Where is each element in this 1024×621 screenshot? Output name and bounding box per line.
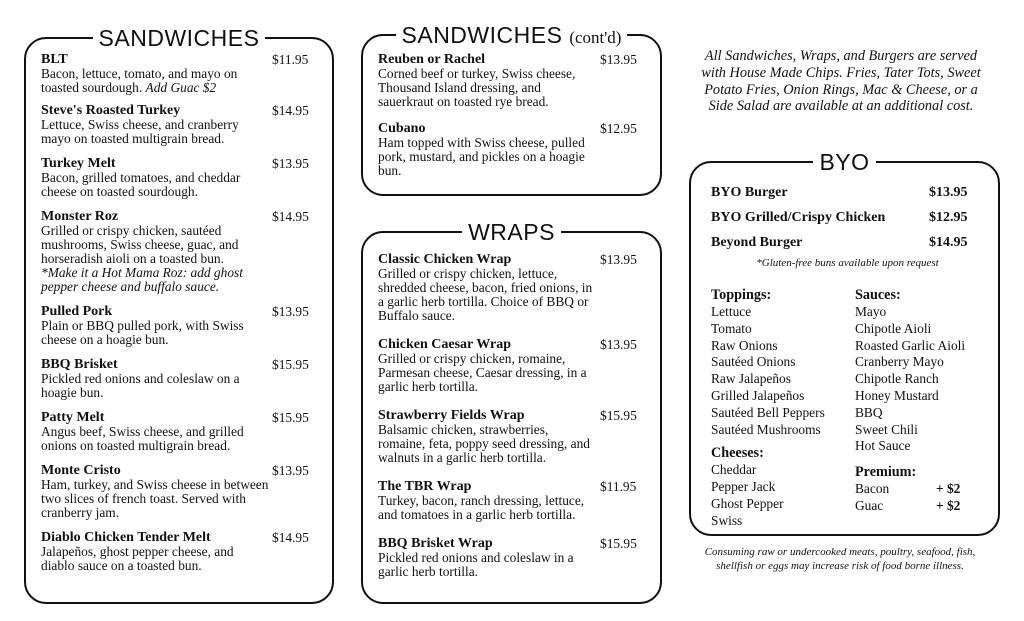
item-name: Pulled Pork (41, 304, 113, 319)
topping-item: Sautéed Mushrooms (711, 421, 821, 437)
item-price: $13.95 (272, 156, 309, 171)
premium-name: Bacon (855, 481, 890, 497)
menu-item (41, 209, 318, 294)
item-name: Classic Chicken Wrap (378, 252, 512, 267)
item-desc: Balsamic chicken, strawberries, romaine, feta, poppy seed dressing, and walnuts in a garlic herb tortilla. (378, 422, 590, 465)
menu-item (41, 530, 318, 573)
cheese-item: Cheddar (711, 462, 757, 478)
item-price: $15.95 (272, 410, 309, 425)
item-desc-text: Bacon, lettuce, tomato, and mayo on toasted sourdough. (41, 66, 238, 95)
item-desc: Angus beef, Swiss cheese, and grilled onions on toasted multigrain bread. (41, 424, 244, 453)
item-price: $13.95 (929, 185, 968, 200)
premium-price: + $2 (936, 497, 961, 513)
byo-panel (689, 149, 1000, 536)
cheese-item: Swiss (711, 512, 743, 528)
item-price: $14.95 (929, 235, 968, 250)
sauce-item: Chipotle Aioli (855, 320, 932, 336)
menu-item (378, 337, 646, 394)
sauce-item: Roasted Garlic Aioli (855, 337, 966, 353)
byo-col-left (711, 287, 861, 530)
sauce-item: Cranberry Mayo (855, 354, 944, 370)
item-price: $13.95 (600, 337, 637, 352)
item-name: Patty Melt (41, 410, 105, 425)
menu-item (41, 357, 318, 400)
topping-item: Tomato (711, 320, 752, 336)
sandwiches-title-wrap (26, 24, 332, 52)
wraps-title: WRAPS (462, 218, 561, 246)
menu-item (41, 304, 318, 347)
item-note: Add Guac $2 (145, 80, 217, 95)
spacer (855, 455, 995, 464)
byo-col-right (855, 287, 995, 515)
sandwiches-title: SANDWICHES (93, 24, 266, 52)
item-desc: Grilled or crispy chicken, romaine, Parmesan cheese, Caesar dressing, in a garlic herb tortilla. (378, 351, 587, 394)
cheese-item: Ghost Pepper (711, 495, 784, 511)
wraps-title-wrap (363, 218, 660, 246)
item-desc: Pickled red onions and coleslaw in a garlic herb tortilla. (378, 550, 574, 579)
topping-item: Sautéed Onions (711, 354, 796, 370)
sauce-item: Chipotle Ranch (855, 371, 939, 387)
item-price: $14.95 (272, 530, 309, 545)
menu-item (41, 103, 318, 146)
menu-item (378, 121, 646, 178)
sides-note: All Sandwiches, Wraps, and Burgers are served with House Made Chips. Fries, Tater Tots, Sweet Potato Fries, Onion Rings, Mac & Cheese, or a Side Salad are available at an additional cost. (701, 48, 981, 115)
item-desc: Corned beef or turkey, Swiss cheese, Thousand Island dressing, and sauerkraut on toasted rye bread. (378, 66, 576, 109)
item-name-text: Reuben or Rachel (378, 52, 486, 67)
item-name: BLT (41, 52, 68, 67)
item-desc: Turkey, bacon, ranch dressing, lettuce, and tomatoes in a garlic herb tortilla. (378, 493, 585, 522)
sauce-item: Honey Mustard (855, 387, 939, 403)
item-name: The TBR Wrap (378, 479, 472, 494)
sandwiches-cont-panel (361, 22, 662, 196)
item-name: BYO Burger (711, 185, 788, 200)
item-price: $14.95 (272, 209, 309, 224)
item-price: $14.95 (272, 103, 309, 118)
item-desc (41, 67, 318, 95)
premium-price: + $2 (936, 481, 961, 497)
item-price: $13.95 (272, 463, 309, 478)
cheese-item: Pepper Jack (711, 479, 776, 495)
premium-item (855, 498, 995, 515)
menu-item (378, 252, 646, 323)
item-price: $12.95 (929, 210, 968, 225)
sauce-item: Hot Sauce (855, 438, 911, 454)
topping-item: Sautéed Bell Peppers (711, 404, 825, 420)
item-price: $13.95 (600, 252, 637, 267)
sauces-heading: Sauces: (855, 287, 901, 303)
item-name: Monte Cristo (41, 463, 121, 478)
sandwiches-list (41, 52, 318, 573)
sandwiches-cont-title-wrap (363, 21, 660, 52)
item-desc: Ham, turkey, and Swiss cheese in between two slices of french toast. Served with cranberry jam. (41, 477, 269, 520)
item-name: Monster Roz (41, 209, 119, 224)
sandwiches-cont-list (378, 52, 646, 178)
topping-item: Grilled Jalapeños (711, 387, 805, 403)
menu-item (378, 479, 646, 522)
item-desc: Grilled or crispy chicken, sautéed mushrooms, Swiss cheese, guac, and horseradish aioli on a toasted bun. (41, 223, 239, 266)
item-name: BYO Grilled/Crispy Chicken (711, 210, 886, 225)
menu-item (41, 52, 318, 95)
spacer (711, 438, 861, 445)
item-name: BBQ Brisket (41, 357, 118, 372)
item-name: Cubano (378, 121, 426, 136)
menu-item (41, 156, 318, 199)
item-desc: Pickled red onions and coleslaw on a hoagie bun. (41, 371, 240, 400)
sandwiches-cont-title-text: SANDWICHES (401, 22, 563, 48)
item-price: $11.95 (600, 479, 637, 494)
sandwiches-cont-subtitle: (cont'd) (569, 28, 622, 47)
item-price: $13.95 (272, 304, 309, 319)
menu-item (378, 52, 646, 109)
topping-item: Raw Onions (711, 337, 778, 353)
item-name: Turkey Melt (41, 156, 116, 171)
item-desc: Lettuce, Swiss cheese, and cranberry mayo on toasted multigrain bread. (41, 117, 239, 146)
sauce-item: BBQ (855, 404, 883, 420)
item-name: Beyond Burger (711, 235, 803, 250)
menu-item (41, 410, 318, 453)
item-price: $15.95 (272, 357, 309, 372)
sauce-item: Mayo (855, 304, 887, 319)
item-desc: Jalapeños, ghost pepper cheese, and diablo sauce on a toasted bun. (41, 544, 234, 573)
topping-item: Lettuce (711, 304, 752, 319)
menu-item (378, 536, 646, 579)
byo-items (711, 185, 984, 270)
item-desc: Ham topped with Swiss cheese, pulled pork, mustard, and pickles on a hoagie bun. (378, 135, 585, 178)
item-price: $11.95 (272, 52, 309, 67)
premium-heading: Premium: (855, 464, 917, 481)
item-desc: Grilled or crispy chicken, lettuce, shredded cheese, bacon, fried onions, in a garlic herb tortilla. Choice of BBQ or Buffalo sauce. (378, 266, 593, 323)
topping-item: Raw Jalapeños (711, 371, 791, 387)
byo-title-wrap (691, 148, 998, 176)
item-name: Strawberry Fields Wrap (378, 408, 525, 423)
wraps-panel (361, 219, 662, 604)
menu-item (378, 408, 646, 465)
item-desc: Plain or BBQ pulled pork, with Swiss cheese on a hoagie bun. (41, 318, 244, 347)
premium-item (855, 481, 995, 498)
toppings-heading: Toppings: (711, 287, 772, 303)
item-name: Diablo Chicken Tender Melt (41, 530, 211, 545)
item-name: BBQ Brisket Wrap (378, 536, 493, 551)
byo-title: BYO (813, 148, 875, 176)
sauce-item: Sweet Chili (855, 421, 918, 437)
item-desc: Bacon, grilled tomatoes, and cheddar cheese on toasted sourdough. (41, 170, 241, 199)
food-safety-disclaimer: Consuming raw or undercooked meats, poultry, seafood, fish, shellfish or eggs may increase risk of food borne illness. (704, 546, 976, 572)
gluten-free-note: *Gluten-free buns available upon request (756, 257, 939, 269)
sandwiches-panel (24, 25, 334, 604)
sandwiches-cont-title (396, 21, 628, 52)
byo-item (711, 185, 984, 210)
item-note: *Make it a Hot Mama Roz: add ghost pepper cheese and buffalo sauce. (41, 265, 243, 294)
menu-item (41, 463, 318, 520)
byo-item (711, 235, 984, 260)
byo-item (711, 210, 984, 235)
item-price: $15.95 (600, 536, 637, 551)
item-price: $12.95 (600, 121, 637, 136)
item-name: Steve's Roasted Turkey (41, 103, 181, 118)
item-price: $15.95 (600, 408, 637, 423)
item-name: Chicken Caesar Wrap (378, 337, 512, 352)
item-price: $13.95 (600, 52, 637, 67)
wraps-list (378, 252, 646, 579)
cheeses-heading: Cheeses: (711, 445, 764, 462)
premium-name: Guac (855, 497, 884, 513)
